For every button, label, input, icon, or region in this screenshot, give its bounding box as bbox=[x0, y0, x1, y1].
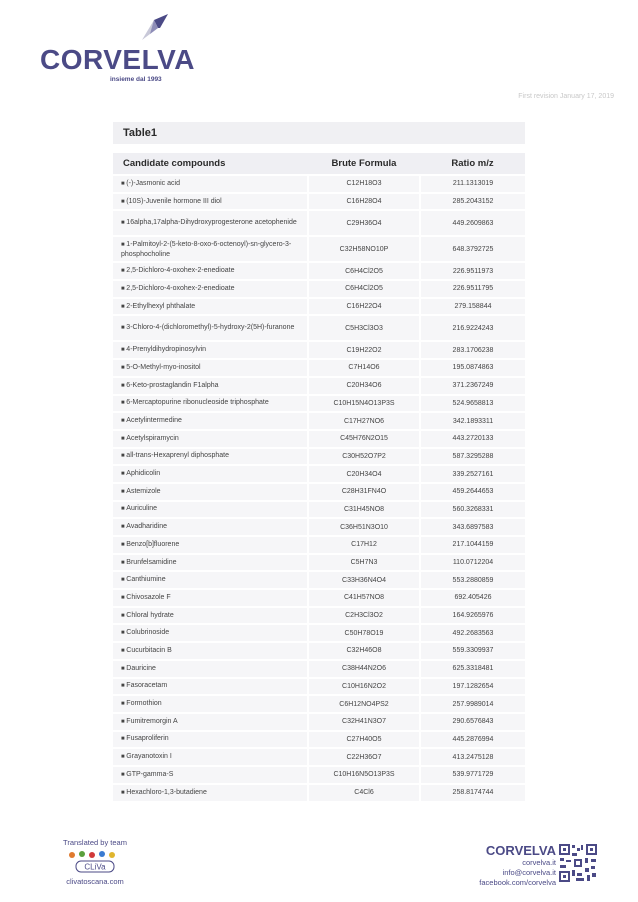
bullet-icon: ■ bbox=[121, 364, 127, 371]
footer-site-link[interactable]: corvelva.it bbox=[522, 858, 556, 867]
compound-name: Auriculine bbox=[126, 505, 158, 513]
compound-name-cell bbox=[113, 193, 308, 211]
brute-formula-cell: C12H18O3 bbox=[308, 175, 420, 193]
table-row bbox=[113, 175, 525, 193]
table-row bbox=[113, 731, 525, 749]
compound-name: Acetylintermedine bbox=[126, 417, 182, 425]
compound-name-cell bbox=[113, 448, 308, 466]
compound-name-cell bbox=[113, 359, 308, 377]
compound-name-cell bbox=[113, 298, 308, 316]
bullet-icon: ■ bbox=[121, 559, 127, 566]
brute-formula-cell: C5H3Cl3O3 bbox=[308, 315, 420, 341]
footer-facebook-link[interactable]: facebook.com/corvelva bbox=[479, 878, 556, 887]
ratio-mz-cell: 226.9511973 bbox=[420, 262, 525, 280]
table-row bbox=[113, 412, 525, 430]
compound-name: 6-Mercaptopurine ribonucleoside triphosphate bbox=[126, 399, 269, 407]
compound-name: Fasoracetam bbox=[126, 682, 168, 690]
table-row bbox=[113, 589, 525, 607]
compound-name-cell bbox=[113, 465, 308, 483]
table-row bbox=[113, 607, 525, 625]
table-header-row bbox=[113, 153, 525, 175]
bullet-icon: ■ bbox=[121, 220, 127, 227]
brute-formula-cell: C22H36O7 bbox=[308, 748, 420, 766]
bullet-icon: ■ bbox=[121, 718, 127, 725]
bullet-icon: ■ bbox=[121, 612, 127, 619]
compound-name-cell bbox=[113, 280, 308, 298]
bullet-icon: ■ bbox=[121, 382, 127, 389]
ratio-mz-cell: 443.2720133 bbox=[420, 430, 525, 448]
logo-wordmark: CORVELVA bbox=[40, 44, 195, 75]
brute-formula-cell: C10H15N4O13P3S bbox=[308, 395, 420, 413]
bullet-icon: ■ bbox=[121, 285, 127, 292]
bullet-icon: ■ bbox=[121, 241, 127, 248]
compound-name-cell bbox=[113, 748, 308, 766]
brute-formula-cell: C20H34O6 bbox=[308, 377, 420, 395]
bullet-icon: ■ bbox=[121, 524, 127, 531]
compound-name: (10S)-Juvenile hormone III diol bbox=[126, 197, 222, 205]
logo-tagline: insieme dal 1993 bbox=[110, 76, 162, 83]
compound-name-cell bbox=[113, 395, 308, 413]
table-row bbox=[113, 501, 525, 519]
compound-name-cell bbox=[113, 607, 308, 625]
bullet-icon: ■ bbox=[121, 771, 127, 778]
brute-formula-cell: C2H3Cl3O2 bbox=[308, 607, 420, 625]
bullet-icon: ■ bbox=[121, 683, 127, 690]
brute-formula-cell: C28H31FN4O bbox=[308, 483, 420, 501]
bullet-icon: ■ bbox=[121, 325, 127, 332]
ratio-mz-cell: 524.9658813 bbox=[420, 395, 525, 413]
table-row bbox=[113, 193, 525, 211]
compound-name: Hexachloro-1,3-butadiene bbox=[126, 788, 207, 796]
table-title: Table1 bbox=[123, 127, 158, 139]
compound-name: Grayanotoxin I bbox=[126, 753, 172, 761]
ratio-mz-cell: 449.2609863 bbox=[420, 210, 525, 236]
ratio-mz-cell: 371.2367249 bbox=[420, 377, 525, 395]
brute-formula-cell: C45H76N2O15 bbox=[308, 430, 420, 448]
compound-name-cell bbox=[113, 571, 308, 589]
compound-name: (-)-Jasmonic acid bbox=[126, 179, 180, 187]
table-row bbox=[113, 483, 525, 501]
ratio-mz-cell: 279.158844 bbox=[420, 298, 525, 316]
ratio-mz-cell: 195.0874863 bbox=[420, 359, 525, 377]
ratio-mz-cell: 648.3792725 bbox=[420, 236, 525, 262]
bullet-icon: ■ bbox=[121, 471, 127, 478]
brute-formula-cell: C16H22O4 bbox=[308, 298, 420, 316]
compound-name: Chivosazole F bbox=[126, 593, 171, 601]
ratio-mz-cell: 559.3309937 bbox=[420, 642, 525, 660]
compound-name-cell bbox=[113, 341, 308, 359]
brute-formula-cell: C20H34O4 bbox=[308, 465, 420, 483]
compound-name-cell bbox=[113, 554, 308, 572]
compound-name-cell bbox=[113, 731, 308, 749]
table-row bbox=[113, 448, 525, 466]
bullet-icon: ■ bbox=[121, 418, 127, 425]
table-row bbox=[113, 315, 525, 341]
table-title-bar bbox=[113, 122, 525, 144]
table-row bbox=[113, 359, 525, 377]
corvelva-logo bbox=[40, 14, 195, 84]
table-row bbox=[113, 695, 525, 713]
bullet-icon: ■ bbox=[121, 488, 127, 495]
brute-formula-cell: C50H78O19 bbox=[308, 624, 420, 642]
ratio-mz-cell: 553.2880859 bbox=[420, 571, 525, 589]
ratio-mz-cell: 692.405426 bbox=[420, 589, 525, 607]
table-row bbox=[113, 554, 525, 572]
compound-name: Brunfelsamidine bbox=[126, 558, 177, 566]
compound-name-cell bbox=[113, 695, 308, 713]
ratio-mz-cell: 339.2527161 bbox=[420, 465, 525, 483]
translated-by-label: Translated by team bbox=[63, 838, 127, 847]
table-row bbox=[113, 571, 525, 589]
brute-formula-cell: C33H36N4O4 bbox=[308, 571, 420, 589]
cliva-site-link[interactable]: clivatoscana.com bbox=[66, 877, 124, 886]
compound-name: Astemizole bbox=[126, 487, 161, 495]
table-row bbox=[113, 713, 525, 731]
compound-name-cell bbox=[113, 642, 308, 660]
brute-formula-cell: C6H4Cl2O5 bbox=[308, 262, 420, 280]
compound-name-cell bbox=[113, 784, 308, 802]
compound-name: Benzo[b]fluorene bbox=[126, 540, 180, 548]
table-row bbox=[113, 660, 525, 678]
ratio-mz-cell: 587.3295288 bbox=[420, 448, 525, 466]
ratio-mz-cell: 343.6897583 bbox=[420, 518, 525, 536]
qr-code-icon bbox=[558, 843, 598, 883]
ratio-mz-cell: 217.1044159 bbox=[420, 536, 525, 554]
compound-name-cell bbox=[113, 518, 308, 536]
table-row bbox=[113, 536, 525, 554]
brute-formula-cell: C30H52O7P2 bbox=[308, 448, 420, 466]
brute-formula-cell: C16H28O4 bbox=[308, 193, 420, 211]
table-row bbox=[113, 395, 525, 413]
brute-formula-cell: C5H7N3 bbox=[308, 554, 420, 572]
column-header-ratio: Ratio m/z bbox=[420, 153, 525, 175]
cliva-logo-text: CLiVa bbox=[84, 862, 106, 872]
table-row bbox=[113, 748, 525, 766]
ratio-mz-cell: 285.2043152 bbox=[420, 193, 525, 211]
bullet-icon: ■ bbox=[121, 435, 127, 442]
brute-formula-cell: C41H57NO8 bbox=[308, 589, 420, 607]
table-row bbox=[113, 298, 525, 316]
compound-name: GTP-gamma-S bbox=[126, 770, 174, 778]
ratio-mz-cell: 110.0712204 bbox=[420, 554, 525, 572]
bullet-icon: ■ bbox=[121, 198, 127, 205]
table-row bbox=[113, 280, 525, 298]
table-row bbox=[113, 430, 525, 448]
compound-name: 2,5-Dichloro-4-oxohex-2-enedioate bbox=[126, 267, 235, 275]
compound-name-cell bbox=[113, 315, 308, 341]
brute-formula-cell: C32H41N3O7 bbox=[308, 713, 420, 731]
ratio-mz-cell: 560.3268331 bbox=[420, 501, 525, 519]
compound-name: Canthiumine bbox=[126, 576, 166, 584]
compound-name: 16alpha,17alpha-Dihydroxyprogesterone acetophenide bbox=[126, 219, 297, 227]
ratio-mz-cell: 413.2475128 bbox=[420, 748, 525, 766]
bullet-icon: ■ bbox=[121, 180, 127, 187]
compound-name: Chloral hydrate bbox=[126, 611, 174, 619]
table-body bbox=[113, 175, 525, 801]
revision-date: First revision January 17, 2019 bbox=[518, 93, 614, 100]
brute-formula-cell: C29H36O4 bbox=[308, 210, 420, 236]
compound-name: Cucurbitacin B bbox=[126, 646, 172, 654]
cliva-people-icon bbox=[60, 850, 130, 874]
table-row bbox=[113, 642, 525, 660]
table-row bbox=[113, 465, 525, 483]
table-row bbox=[113, 210, 525, 236]
bullet-icon: ■ bbox=[121, 630, 127, 637]
compound-name-cell bbox=[113, 175, 308, 193]
table-row bbox=[113, 377, 525, 395]
compound-name: Formothion bbox=[126, 700, 162, 708]
bullet-icon: ■ bbox=[121, 736, 127, 743]
table-row bbox=[113, 262, 525, 280]
brute-formula-cell: C19H22O2 bbox=[308, 341, 420, 359]
compound-name: 3-Chloro-4-(dichloromethyl)-5-hydroxy-2(5H)-furanone bbox=[126, 324, 295, 332]
compound-name: 4-Prenyldihydropinosylvin bbox=[126, 346, 207, 354]
compound-name-cell bbox=[113, 236, 308, 262]
cliva-logo bbox=[60, 850, 130, 874]
ratio-mz-cell: 257.9989014 bbox=[420, 695, 525, 713]
ratio-mz-cell: 459.2644653 bbox=[420, 483, 525, 501]
brute-formula-cell: C38H44N2O6 bbox=[308, 660, 420, 678]
bird-icon bbox=[140, 14, 170, 42]
brute-formula-cell: C10H16N2O2 bbox=[308, 678, 420, 696]
compound-name: 1-Palmitoyl-2-(5-keto-8-oxo-6-octenoyl)-sn-glycero-3-phosphocholine bbox=[121, 240, 292, 258]
column-header-formula: Brute Formula bbox=[308, 153, 420, 175]
ratio-mz-cell: 216.9224243 bbox=[420, 315, 525, 341]
bullet-icon: ■ bbox=[121, 594, 127, 601]
compound-name-cell bbox=[113, 766, 308, 784]
bullet-icon: ■ bbox=[121, 347, 127, 354]
bullet-icon: ■ bbox=[121, 701, 127, 708]
compound-name: Colubrinoside bbox=[126, 629, 170, 637]
ratio-mz-cell: 625.3318481 bbox=[420, 660, 525, 678]
compounds-table bbox=[113, 153, 525, 801]
compound-name-cell bbox=[113, 412, 308, 430]
compound-name-cell bbox=[113, 678, 308, 696]
brute-formula-cell: C6H12NO4PS2 bbox=[308, 695, 420, 713]
compound-name: 2-Ethylhexyl phthalate bbox=[126, 302, 196, 310]
compound-name-cell bbox=[113, 210, 308, 236]
brute-formula-cell: C17H27NO6 bbox=[308, 412, 420, 430]
brute-formula-cell: C36H51N3O10 bbox=[308, 518, 420, 536]
bullet-icon: ■ bbox=[121, 453, 127, 460]
compound-name: Avadharidine bbox=[126, 523, 168, 531]
corvelva-contact bbox=[479, 843, 556, 888]
bullet-icon: ■ bbox=[121, 789, 127, 796]
compound-name-cell bbox=[113, 589, 308, 607]
compound-name-cell bbox=[113, 377, 308, 395]
compound-name-cell bbox=[113, 430, 308, 448]
ratio-mz-cell: 226.9511795 bbox=[420, 280, 525, 298]
brute-formula-cell: C6H4Cl2O5 bbox=[308, 280, 420, 298]
ratio-mz-cell: 539.9771729 bbox=[420, 766, 525, 784]
bullet-icon: ■ bbox=[121, 754, 127, 761]
bullet-icon: ■ bbox=[121, 541, 127, 548]
column-header-compounds: Candidate compounds bbox=[113, 153, 308, 175]
ratio-mz-cell: 164.9265976 bbox=[420, 607, 525, 625]
bullet-icon: ■ bbox=[121, 506, 127, 513]
ratio-mz-cell: 445.2876994 bbox=[420, 731, 525, 749]
ratio-mz-cell: 283.1706238 bbox=[420, 341, 525, 359]
compound-name: Fusaproliferin bbox=[126, 735, 169, 743]
compound-name-cell bbox=[113, 713, 308, 731]
ratio-mz-cell: 258.8174744 bbox=[420, 784, 525, 802]
translator-credit bbox=[40, 838, 150, 886]
ratio-mz-cell: 492.2683563 bbox=[420, 624, 525, 642]
compound-name-cell bbox=[113, 660, 308, 678]
ratio-mz-cell: 290.6576843 bbox=[420, 713, 525, 731]
brute-formula-cell: C32H58NO10P bbox=[308, 236, 420, 262]
bullet-icon: ■ bbox=[121, 400, 127, 407]
compound-name: Acetylspiramycin bbox=[126, 434, 179, 442]
compound-name-cell bbox=[113, 483, 308, 501]
brute-formula-cell: C10H16N5O13P3S bbox=[308, 766, 420, 784]
brute-formula-cell: C31H45NO8 bbox=[308, 501, 420, 519]
table-row bbox=[113, 518, 525, 536]
compound-name: 5-O-Methyl-myo-inositol bbox=[126, 363, 201, 371]
compound-name: 6-Keto-prostaglandin F1alpha bbox=[126, 381, 219, 389]
bullet-icon: ■ bbox=[121, 647, 127, 654]
compound-name-cell bbox=[113, 624, 308, 642]
bullet-icon: ■ bbox=[121, 577, 127, 584]
table-row bbox=[113, 784, 525, 802]
compound-name-cell bbox=[113, 262, 308, 280]
compound-name: Fumitremorgin A bbox=[126, 717, 178, 725]
footer-email-link[interactable]: info@corvelva.it bbox=[502, 868, 556, 877]
table-row bbox=[113, 341, 525, 359]
ratio-mz-cell: 197.1282654 bbox=[420, 678, 525, 696]
brute-formula-cell: C27H40O5 bbox=[308, 731, 420, 749]
compound-name: Dauricine bbox=[126, 664, 156, 672]
compound-name: Aphidicolin bbox=[126, 470, 161, 478]
compound-name-cell bbox=[113, 536, 308, 554]
footer-brand: CORVELVA bbox=[485, 843, 556, 858]
table-row bbox=[113, 766, 525, 784]
table-row bbox=[113, 624, 525, 642]
compound-name-cell bbox=[113, 501, 308, 519]
compound-name: all-trans-Hexaprenyl diphosphate bbox=[126, 452, 230, 460]
ratio-mz-cell: 342.1893311 bbox=[420, 412, 525, 430]
bullet-icon: ■ bbox=[121, 268, 127, 275]
brute-formula-cell: C7H14O6 bbox=[308, 359, 420, 377]
compound-name: 2,5-Dichloro-4-oxohex-2-enedioate bbox=[126, 284, 235, 292]
brute-formula-cell: C32H46O8 bbox=[308, 642, 420, 660]
brute-formula-cell: C17H12 bbox=[308, 536, 420, 554]
table-row bbox=[113, 236, 525, 262]
ratio-mz-cell: 211.1313019 bbox=[420, 175, 525, 193]
table-row bbox=[113, 678, 525, 696]
bullet-icon: ■ bbox=[121, 303, 127, 310]
brute-formula-cell: C4Cl6 bbox=[308, 784, 420, 802]
bullet-icon: ■ bbox=[121, 665, 127, 672]
